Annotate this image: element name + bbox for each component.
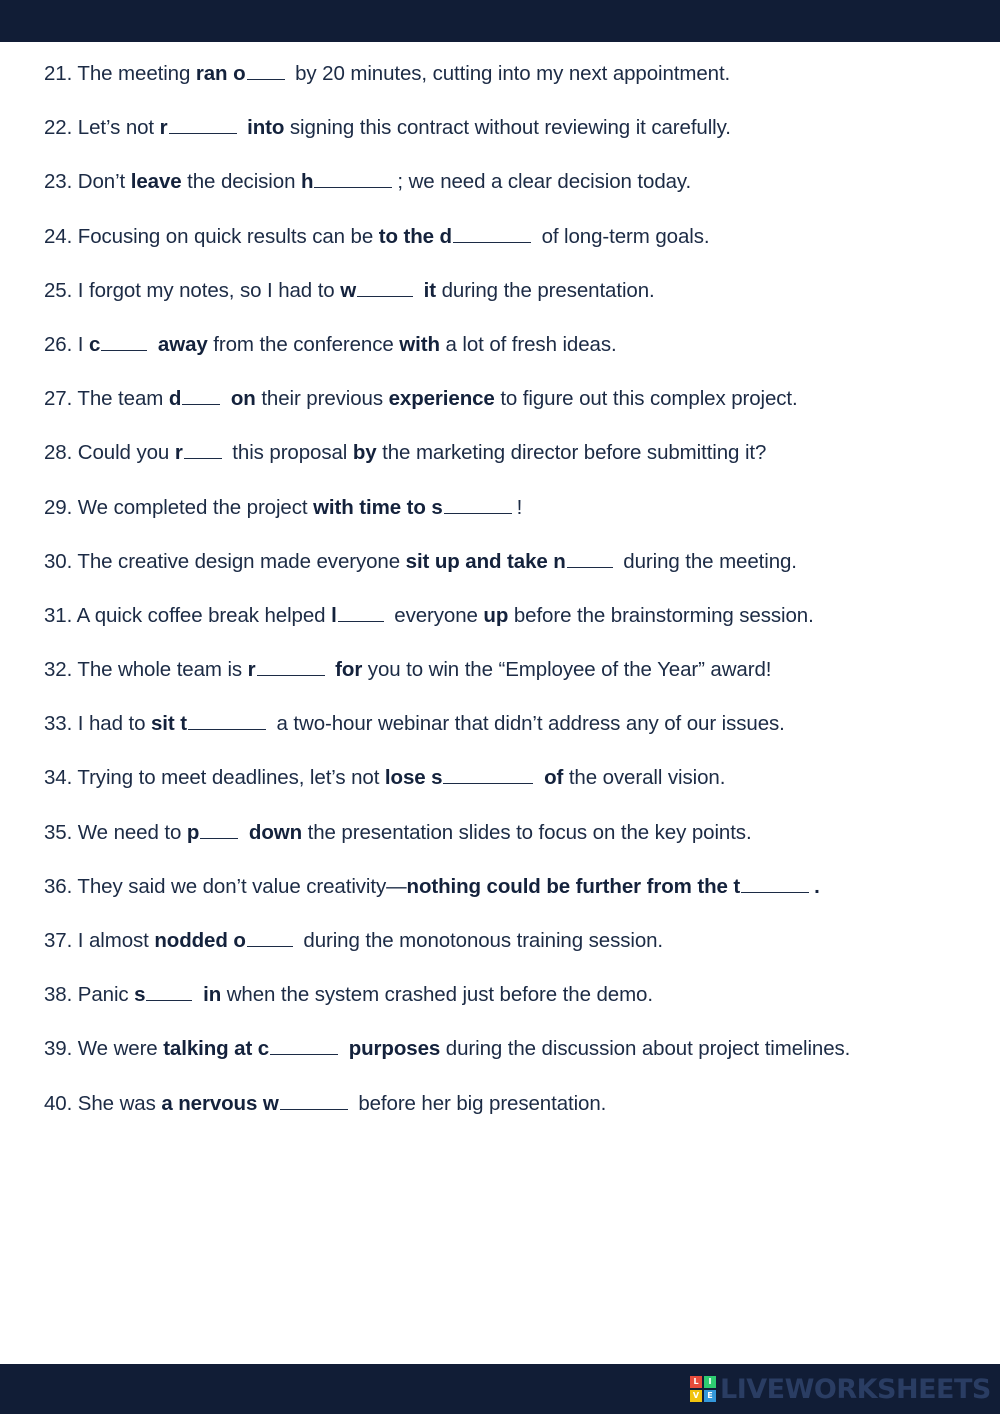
logo-letter: I bbox=[704, 1376, 716, 1388]
question-text: this proposal bbox=[226, 441, 353, 465]
question-item bbox=[44, 1035, 984, 1089]
question-text: 27. The team bbox=[44, 387, 169, 411]
question-text: the presentation slides to focus on the key points. bbox=[302, 820, 752, 844]
question-text: their previous bbox=[255, 387, 389, 411]
bold-phrase: r bbox=[159, 116, 168, 140]
answer-blank[interactable] bbox=[257, 673, 325, 676]
bold-phrase: lose s bbox=[384, 766, 443, 790]
bold-phrase: to the d bbox=[378, 224, 452, 248]
question-item bbox=[44, 114, 984, 168]
bold-phrase: l bbox=[331, 603, 337, 627]
answer-blank[interactable] bbox=[270, 1052, 338, 1055]
question-item bbox=[44, 385, 984, 439]
bold-phrase: talking at c bbox=[163, 1037, 270, 1061]
question-text: 28. Could you bbox=[44, 441, 175, 465]
question-text: 33. I had to bbox=[44, 712, 151, 736]
answer-blank[interactable] bbox=[338, 619, 384, 622]
answer-blank[interactable] bbox=[741, 890, 809, 893]
question-item bbox=[44, 223, 984, 277]
bold-phrase: d bbox=[168, 387, 182, 411]
question-item bbox=[44, 331, 984, 385]
bold-phrase: sit t bbox=[150, 712, 187, 736]
question-item bbox=[44, 656, 984, 710]
question-text: 38. Panic bbox=[44, 983, 135, 1007]
question-text: 25. I forgot my notes, so I had to bbox=[44, 278, 341, 302]
question-text: 40. She was bbox=[44, 1091, 162, 1115]
question-text: the decision bbox=[181, 170, 301, 194]
question-text: from the conference bbox=[207, 332, 400, 356]
bold-phrase: s bbox=[134, 983, 146, 1007]
bold-phrase: . bbox=[814, 874, 820, 898]
question-text: everyone bbox=[388, 603, 484, 627]
question-item bbox=[44, 548, 984, 602]
question-item bbox=[44, 819, 984, 873]
question-text: the marketing director before submitting it? bbox=[376, 441, 767, 465]
question-item bbox=[44, 168, 984, 222]
answer-blank[interactable] bbox=[247, 944, 293, 947]
answer-blank[interactable] bbox=[357, 294, 413, 297]
question-text: of long-term goals. bbox=[535, 224, 710, 248]
answer-blank[interactable] bbox=[453, 240, 531, 243]
question-text: 32. The whole team is bbox=[44, 658, 248, 682]
question-text: 29. We completed the project bbox=[44, 495, 314, 519]
question-item bbox=[44, 277, 984, 331]
bold-phrase: sit up and take n bbox=[405, 549, 566, 573]
liveworksheets-logo-icon bbox=[690, 1376, 716, 1402]
bold-phrase: leave bbox=[130, 170, 182, 194]
question-text: during the meeting. bbox=[617, 549, 797, 573]
question-text: the overall vision. bbox=[563, 766, 726, 790]
logo-text: LIVEWORKSHEETS bbox=[720, 1373, 991, 1405]
question-item bbox=[44, 602, 984, 656]
question-text: 31. A quick coffee break helped bbox=[44, 603, 332, 627]
question-text: 39. We were bbox=[44, 1037, 164, 1061]
bold-phrase: r bbox=[247, 658, 256, 682]
bold-phrase: of bbox=[544, 766, 564, 790]
answer-blank[interactable] bbox=[169, 131, 237, 134]
question-text: 35. We need to bbox=[44, 820, 187, 844]
question-text: 24. Focusing on quick results can be bbox=[44, 224, 379, 248]
bold-phrase: w bbox=[340, 278, 357, 302]
question-text: ! bbox=[516, 495, 523, 519]
answer-blank[interactable] bbox=[280, 1107, 348, 1110]
bold-phrase: down bbox=[248, 820, 303, 844]
bold-phrase: into bbox=[247, 116, 285, 140]
question-text: 30. The creative design made everyone bbox=[44, 549, 406, 573]
question-item bbox=[44, 981, 984, 1035]
question-text: before the brainstorming session. bbox=[508, 603, 814, 627]
bold-phrase: up bbox=[483, 603, 509, 627]
bold-phrase: with bbox=[399, 332, 440, 356]
question-text: during the monotonous training session. bbox=[297, 929, 664, 952]
question-item bbox=[44, 927, 984, 981]
answer-blank[interactable] bbox=[247, 77, 285, 80]
question-item bbox=[44, 494, 984, 548]
question-text: during the discussion about project timelines. bbox=[440, 1037, 851, 1061]
question-text: 36. They said we don’t value creativity— bbox=[44, 874, 407, 898]
bold-phrase: r bbox=[174, 441, 183, 465]
bold-phrase: by bbox=[352, 441, 377, 465]
question-text: you to win the “Employee of the Year” award! bbox=[362, 658, 772, 682]
question-text: by 20 minutes, cutting into my next appointment. bbox=[289, 62, 731, 85]
question-list bbox=[44, 60, 984, 1144]
logo-letter: E bbox=[704, 1390, 716, 1402]
question-item bbox=[44, 60, 984, 114]
question-text: signing this contract without reviewing it carefully. bbox=[284, 116, 731, 140]
bold-phrase: on bbox=[230, 387, 256, 411]
logo-letter: L bbox=[690, 1376, 702, 1388]
question-text: ; we need a clear decision today. bbox=[397, 170, 692, 194]
bold-phrase: with time to s bbox=[313, 495, 443, 519]
question-text: 23. Don’t bbox=[44, 170, 131, 194]
bold-phrase: c bbox=[89, 332, 101, 356]
answer-blank[interactable] bbox=[182, 402, 220, 405]
liveworksheets-logo[interactable] bbox=[690, 1373, 991, 1405]
bold-phrase: nodded o bbox=[154, 929, 246, 952]
answer-blank[interactable] bbox=[184, 456, 222, 459]
bold-phrase: experience bbox=[388, 387, 495, 411]
answer-blank[interactable] bbox=[314, 185, 392, 188]
question-item bbox=[44, 1090, 984, 1144]
bold-phrase: in bbox=[203, 983, 222, 1007]
question-text: 22. Let’s not bbox=[44, 116, 160, 140]
question-text: a two-hour webinar that didn’t address any of our issues. bbox=[270, 712, 785, 736]
question-text: 26. I bbox=[44, 332, 89, 356]
answer-blank[interactable] bbox=[101, 348, 147, 351]
answer-blank[interactable] bbox=[188, 727, 266, 730]
question-item bbox=[44, 439, 984, 493]
question-text: 34. Trying to meet deadlines, let’s not bbox=[44, 766, 385, 790]
answer-blank[interactable] bbox=[146, 998, 192, 1001]
bold-phrase: purposes bbox=[348, 1037, 441, 1061]
question-text: when the system crashed just before the demo. bbox=[221, 983, 653, 1007]
question-text: 21. The meeting bbox=[44, 62, 196, 85]
bold-phrase: p bbox=[186, 820, 200, 844]
answer-blank[interactable] bbox=[567, 565, 613, 568]
header-bar bbox=[0, 0, 1000, 42]
question-item bbox=[44, 764, 984, 818]
answer-blank[interactable] bbox=[200, 836, 238, 839]
question-text: before her big presentation. bbox=[352, 1091, 607, 1115]
question-text: 37. I almost bbox=[44, 929, 155, 952]
answer-blank[interactable] bbox=[443, 781, 533, 784]
bold-phrase: h bbox=[300, 170, 314, 194]
bold-phrase: it bbox=[423, 278, 436, 302]
answer-blank[interactable] bbox=[444, 511, 512, 514]
bold-phrase: nothing could be further from the t bbox=[406, 874, 741, 898]
bold-phrase: away bbox=[157, 332, 208, 356]
logo-letter: V bbox=[690, 1390, 702, 1402]
question-text: to figure out this complex project. bbox=[494, 387, 798, 411]
bold-phrase: ran o bbox=[195, 62, 246, 85]
question-item bbox=[44, 873, 984, 927]
question-text: a lot of fresh ideas. bbox=[439, 332, 617, 356]
question-text: during the presentation. bbox=[436, 278, 655, 302]
question-item bbox=[44, 710, 984, 764]
bold-phrase: for bbox=[335, 658, 363, 682]
bold-phrase: a nervous w bbox=[161, 1091, 279, 1115]
